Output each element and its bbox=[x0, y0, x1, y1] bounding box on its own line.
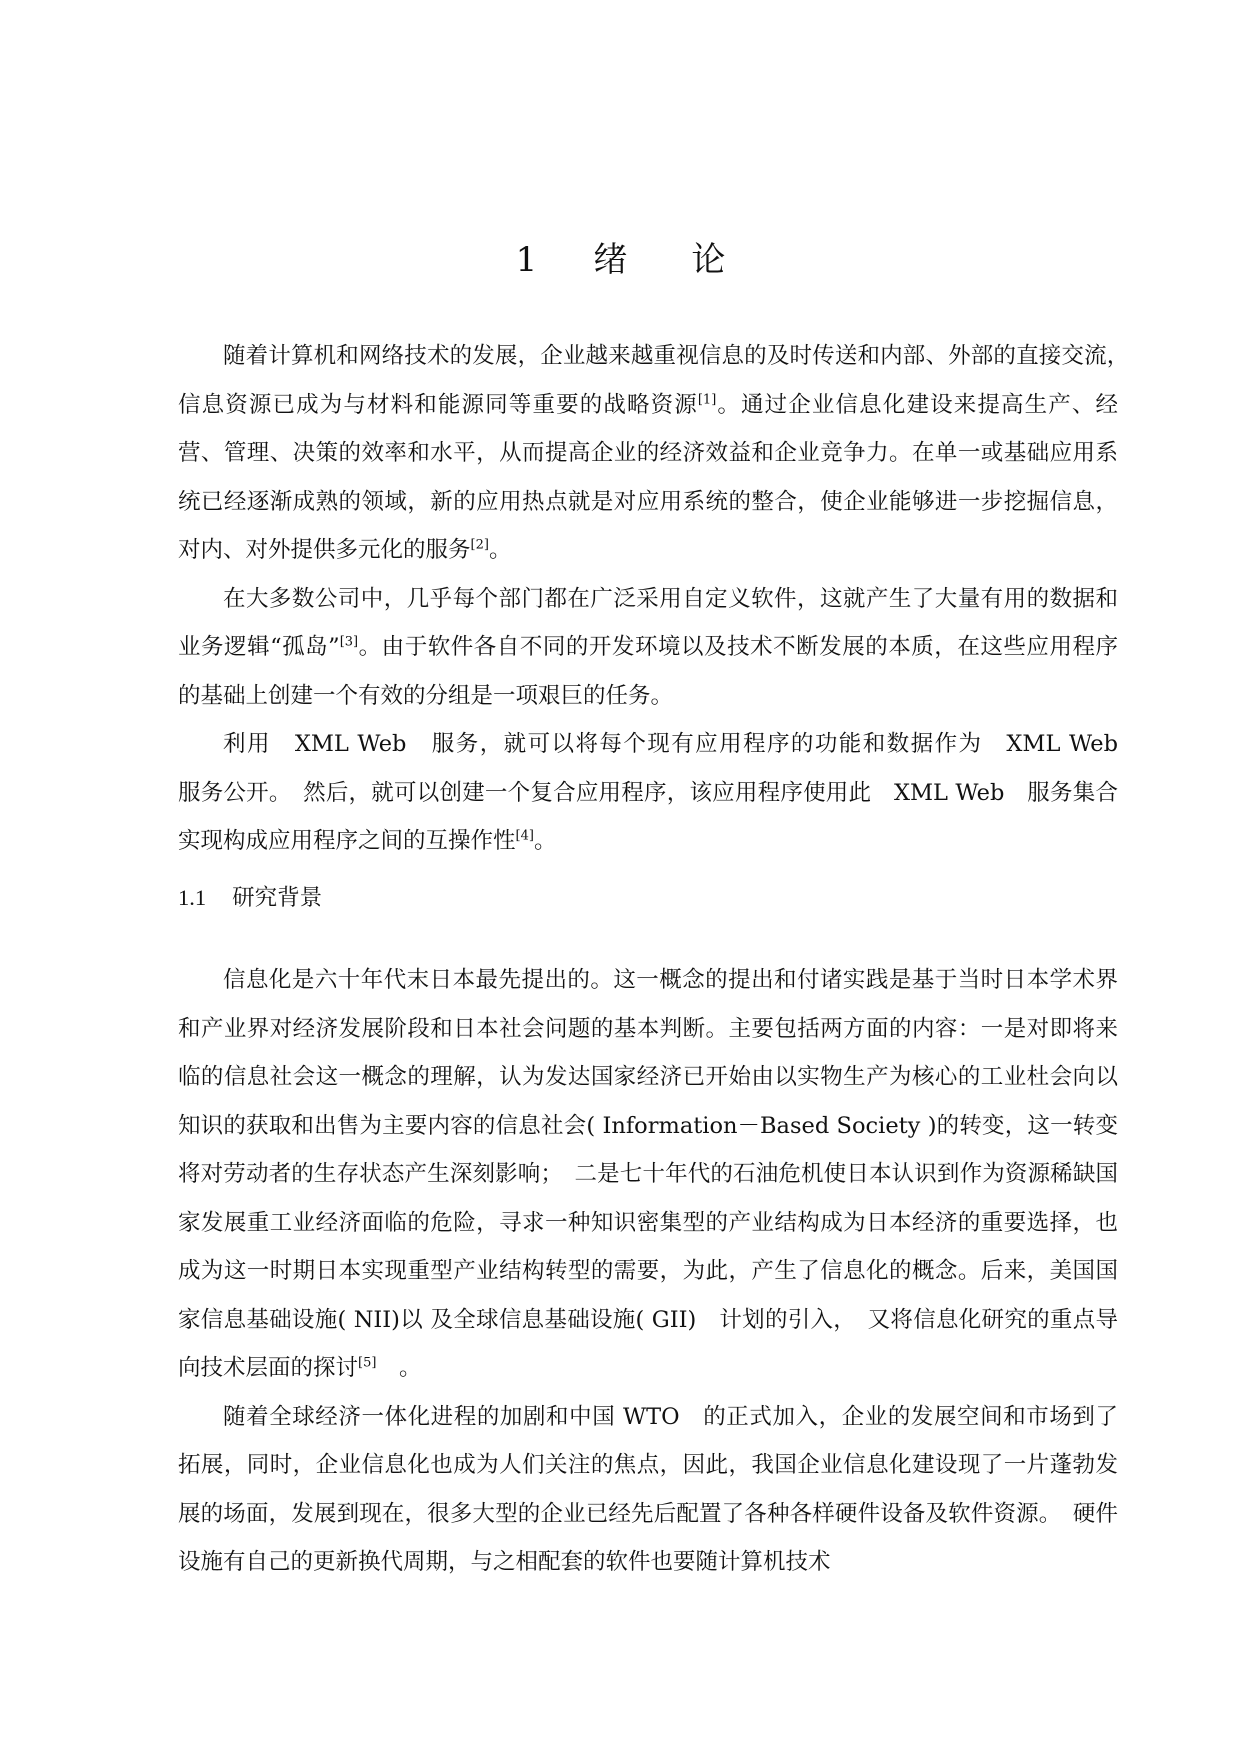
chapter-title-char-2: 论 bbox=[691, 240, 726, 280]
paragraph-text: 随着全球经济一体化进程的加剧和中国 WTO 的正式加入，企业的发展空间和市场到了拓展，同时，企业信息化也成为人们关注的焦点，因此，我国企业信息化建设现了一片蓬勃发展的场面，发展到现在，很多大型的企业已经先后配置了各种各样硬件设备及软件资源。 硬件设施有自己的更新换代周期，与之相配套的软件也要随计算机技术 bbox=[178, 1403, 1118, 1575]
paragraph bbox=[178, 720, 1141, 866]
paragraph-text: 。 bbox=[533, 828, 557, 854]
paragraph-text: 。 bbox=[376, 1355, 422, 1381]
citation: [5] bbox=[358, 1355, 377, 1371]
intro-section bbox=[178, 332, 1141, 866]
background-section bbox=[178, 956, 1118, 1587]
citation: [1] bbox=[697, 392, 717, 407]
chapter-title-char-1: 绪 bbox=[593, 240, 628, 280]
citation: [3] bbox=[339, 634, 359, 650]
paragraph bbox=[178, 956, 1118, 1393]
paragraph bbox=[178, 1393, 1118, 1587]
section-number: 1.1 bbox=[178, 885, 207, 910]
paragraph-text: 利用 XML Web 服务，就可以将每个现有应用程序的功能和数据作为 XML Web 服务公开。 然后，就可以创建一个复合应用程序，该应用程序使用此 XML Web 服务集合实现构成应用程序之间的互操作性 bbox=[178, 731, 1141, 854]
paragraph-text: 。由于软件各自不同的开发环境以及技术不断发展的本质，在这些应用程序的基础上创建一个有效的分组是一项艰巨的任务。 bbox=[178, 634, 1118, 709]
paragraph-text: 在大多数公司中，几乎每个部门都在广泛采用自定义软件，这就产生了大量有用的数据和业务逻辑“孤岛” bbox=[178, 585, 1118, 660]
paragraph-text: 信息化是六十年代末日本最先提出的。这一概念的提出和付诸实践是基于当时日本学术界和产业界对经济发展阶段和日本社会问题的基本判断。主要包括两方面的内容：一是对即将来临的信息社会这一概念的理解，认为发达国家经济已开始由以实物生产为核心的工业杜会向以知识的获取和出售为主要内容的信息社会( Information－Based Society )的转变，这一转变将对劳动者的生存状态产生深刻影响； 二是七十年代的石油危机使日本认识到作为资源稀缺国家发展重工业经济面临的危险，寻求一种知识密集型的产业结构成为日本经济的重要选择，也成为这一时期日本实现重型产业结构转型的需要，为此，产生了信息化的概念。后来，美国国家信息基础设施( NII)以 及全球信息基础设施( GII) 计划的引入， 又将信息化研究的重点导向技术层面的探讨 bbox=[178, 967, 1118, 1381]
paragraph bbox=[178, 575, 1118, 721]
paragraph bbox=[178, 332, 1141, 575]
paragraph-text: 随着计算机和网络技术的发展，企业越来越重视信息的及时传送和内部、外部的直接交流， 信息资源已成为与材料和能源同等重要的战略资源 bbox=[178, 343, 1141, 418]
paragraph-text: 。 bbox=[488, 537, 512, 563]
citation: [2] bbox=[470, 537, 489, 553]
chapter-title bbox=[0, 232, 1241, 281]
citation: [4] bbox=[515, 828, 534, 844]
chapter-number: 1 bbox=[515, 240, 538, 280]
section-heading bbox=[178, 880, 322, 912]
paragraph-text: 。通过企业信息化建设来提高生产、经营、管理、决策的效率和水平，从而提高企业的经济效益和企业竞争力。在单一或基础应用系统已经逐渐成熟的领域，新的应用热点就是对应用系统的整合，使企业能够进一步挖掘信息，对内、对外提供多元化的服务 bbox=[178, 391, 1118, 563]
section-title: 研究背景 bbox=[232, 885, 323, 911]
